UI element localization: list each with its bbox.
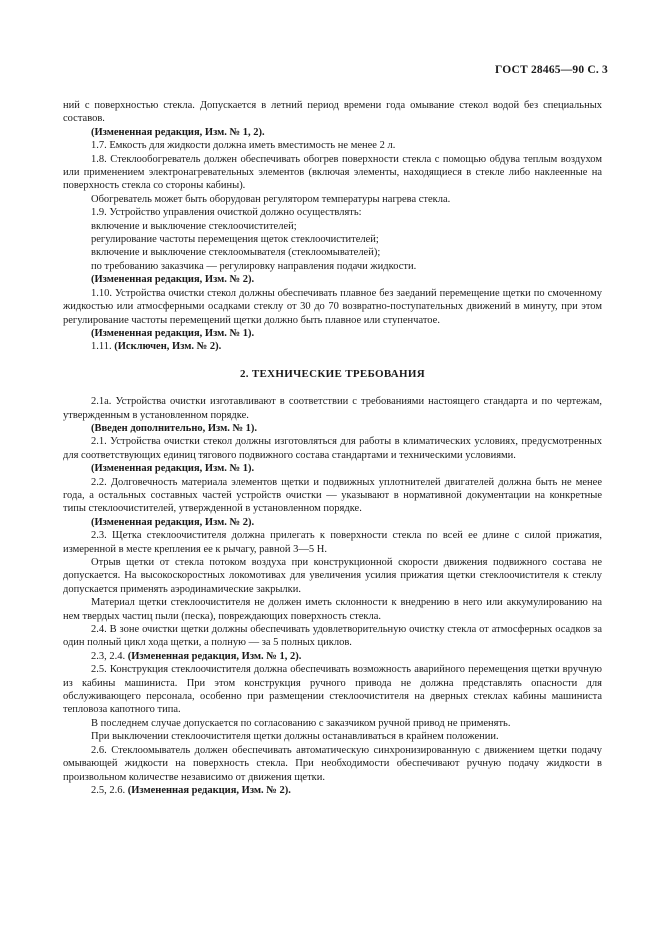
item-2-3-2-4 bbox=[63, 650, 602, 663]
paragraph: Обогреватель может быть оборудован регулятором температуры нагрева стекла. bbox=[91, 193, 451, 205]
amendment-note: (Измененная редакция, Изм. № 2). bbox=[127, 784, 291, 796]
amendment-note: (Измененная редакция, Изм. № 1, 2). bbox=[91, 126, 265, 138]
item-number: 2.5, 2.6. bbox=[91, 784, 126, 796]
paragraph: 1.8. Стеклообогреватель должен обеспечивать обогрев поверхности стекла с помощью обдува теплым воздухом или применением электронагревательных элементов (включая элементы, находящиеся в стекле либо наклеенные на поверхность стекла со стороны кабины). bbox=[63, 153, 602, 192]
paragraph: включение и выключение стеклоочистителей; bbox=[91, 220, 297, 232]
paragraph: 2.1. Устройства очистки стекол должны изготовляться для работы в климатических условиях, предусмотренных для соответствующих единиц тягового подвижного состава стандартами и техническими условиями. bbox=[63, 436, 602, 461]
paragraph: В последнем случае допускается по согласованию с заказчиком ручной привод не применять. bbox=[91, 717, 511, 729]
amendment-note: (Измененная редакция, Изм. № 2). bbox=[91, 274, 255, 286]
amendment-note: (Измененная редакция, Изм. № 1, 2). bbox=[127, 650, 302, 662]
paragraph: ний с поверхностью стекла. Допускается в летний период времени года омывание стекол водой без специальных составов. bbox=[63, 100, 602, 125]
paragraph: 2.4. В зоне очистки щетки должны обеспечивать удовлетворительную очистку стекла от атмосферных осадков за один полный цикл хода щетки, а полную — за 5 полных циклов. bbox=[63, 624, 602, 649]
paragraph-group-top bbox=[63, 99, 602, 340]
item-number: 1.11. bbox=[91, 341, 112, 353]
paragraph: Материал щетки стеклоочистителя не должен иметь склонности к внедрению в него или аккумулированию на нем твердых частиц пыли (песка), повреждающих поверхность стекла. bbox=[63, 597, 602, 622]
paragraph: Отрыв щетки от стекла потоком воздуха при конструкционной скорости движения подвижного состава не допускается. На высокоскоростных локомотивах для увеличения усилия прижатия щетки стеклоочистителя к стеклу допускается применять аэродинамические закрылки. bbox=[63, 557, 602, 595]
item-number: 2.3, 2.4. bbox=[91, 650, 126, 662]
paragraph: 2.3. Щетка стеклоочистителя должна прилегать к поверхности стекла по всей ее длине с силой прижатия, измеренной в месте крепления ее к рычагу, равной 3—5 Н. bbox=[63, 530, 602, 555]
paragraph: 1.10. Устройства очистки стекол должны обеспечивать плавное без заеданий перемещение щетки по смоченному жидкостью или атмосферными осадками стеклу от 30 до 70 возвратно-поступательных движений в минуту, при этом регулирование частоты перемещений щетки должно быть плавное или ступенчатое. bbox=[63, 287, 602, 326]
page-header: ГОСТ 28465—90 С. 3 bbox=[495, 64, 608, 76]
paragraph: 2.5. Конструкция стеклоочистителя должна обеспечивать возможность аварийного перемещения щетки вручную из кабины машиниста. При этом конструкция ручного привода не должна представлять опасности для обслуживающего персонала, особенно при размещении стеклоочистителя на дверных стеклах кабины машиниста тепловоза капотного типа. bbox=[63, 664, 602, 716]
amendment-note: (Исключен, Изм. № 2). bbox=[114, 341, 222, 353]
paragraph: 2.2. Долговечность материала элементов щетки и подвижных уплотнителей двигателей должна быть не менее года, а остальных составных частей устройств очистки — указывают в нормативной документации на конкретные типы стеклоочистителей, утвержденной в установленном порядке. bbox=[63, 476, 602, 515]
paragraph-group-bottom bbox=[63, 663, 602, 784]
paragraph: 1.7. Емкость для жидкости должна иметь вместимость не менее 2 л. bbox=[91, 140, 396, 152]
paragraph: включение и выключение стеклоомывателя (стеклоомывателей); bbox=[91, 247, 381, 259]
paragraph-group-section bbox=[63, 395, 602, 650]
document-body bbox=[63, 99, 602, 797]
paragraph: по требованию заказчика — регулировку направления подачи жидкости. bbox=[91, 260, 417, 272]
amendment-note: (Измененная редакция, Изм. № 1). bbox=[91, 327, 255, 339]
paragraph: 2.6. Стеклоомыватель должен обеспечивать автоматическую синхронизированную с движением щетки подачу омывающей жидкости на поверхность стекла. При необходимости обеспечивают ручную подачу жидкости в произвольном количестве независимо от движения щетки. bbox=[63, 744, 602, 783]
paragraph: При выключении стеклоочистителя щетки должны останавливаться в крайнем положении. bbox=[91, 731, 499, 743]
item-1-11 bbox=[63, 340, 602, 353]
section-title: 2. ТЕХНИЧЕСКИЕ ТРЕБОВАНИЯ bbox=[240, 367, 425, 380]
amendment-note: (Измененная редакция, Изм. № 2). bbox=[91, 516, 255, 528]
paragraph: 1.9. Устройство управления очисткой должно осуществлять: bbox=[91, 207, 362, 219]
item-2-5-2-6 bbox=[63, 784, 602, 797]
paragraph: регулирование частоты перемещения щеток стеклоочистителей; bbox=[91, 234, 379, 246]
amendment-note: (Измененная редакция, Изм. № 1). bbox=[91, 463, 255, 475]
amendment-note: (Введен дополнительно, Изм. № 1). bbox=[91, 422, 258, 434]
paragraph: 2.1а. Устройства очистки изготавливают в соответствии с требованиями настоящего стандарта и по чертежам, утвержденным в установленном порядке. bbox=[63, 396, 602, 421]
